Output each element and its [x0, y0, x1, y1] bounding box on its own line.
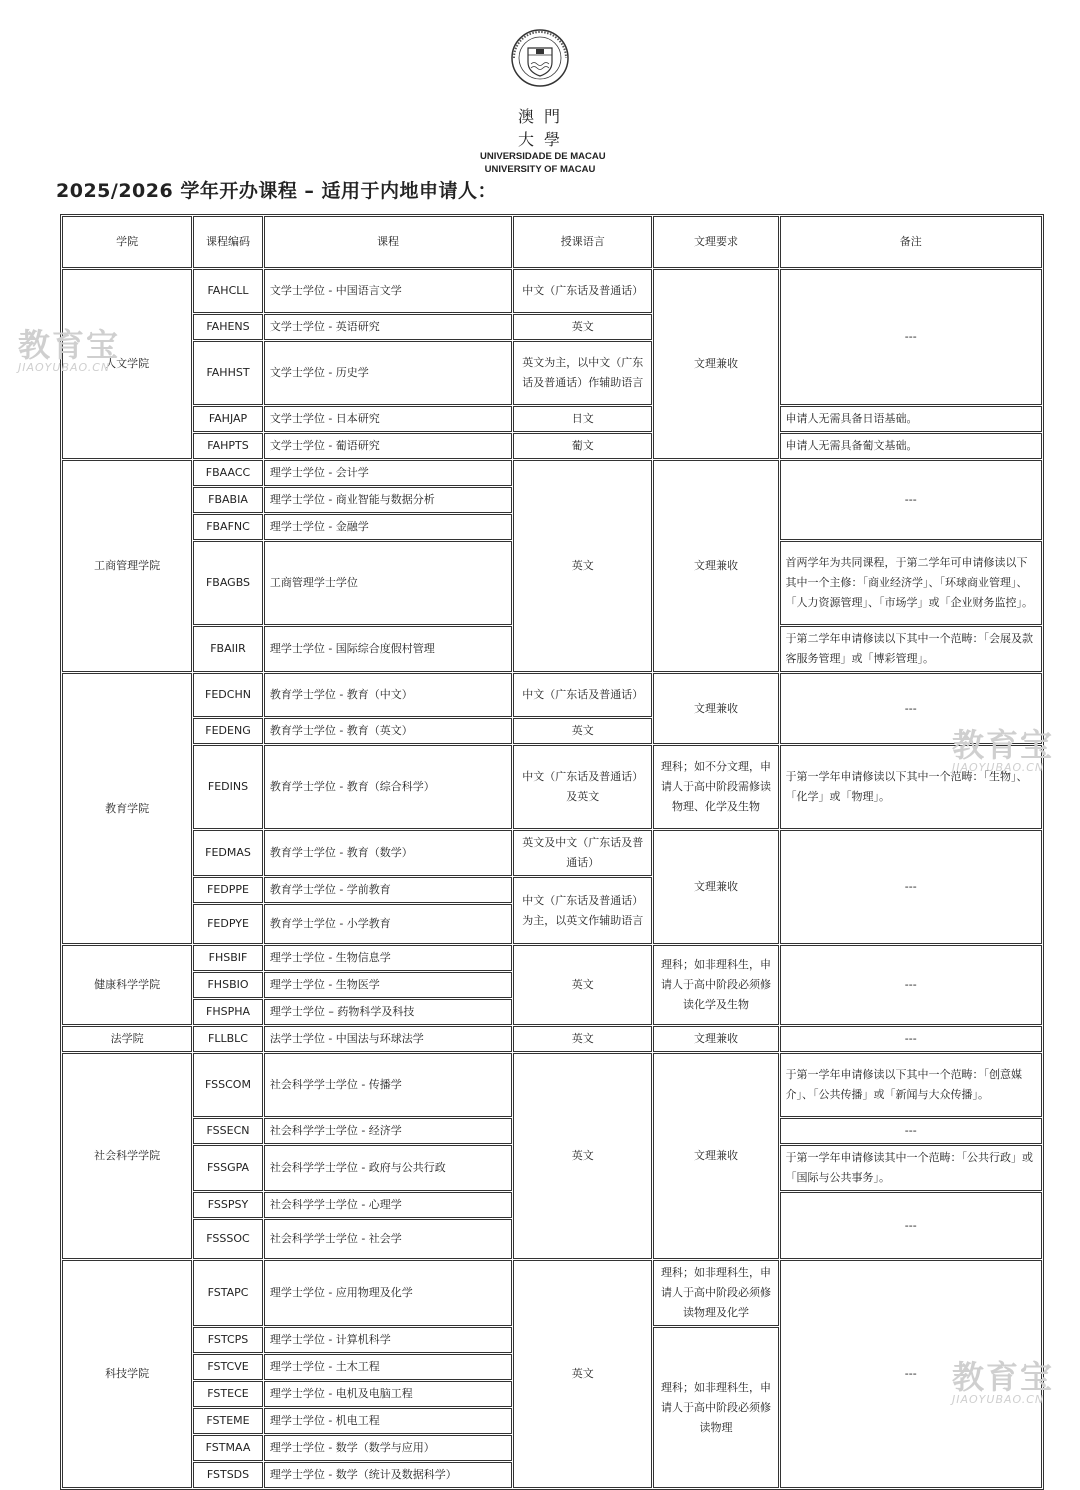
remarks-cell: ---: [780, 269, 1042, 405]
watermark: [952, 1360, 1054, 1406]
remarks-cell: ---: [780, 1118, 1042, 1144]
watermark: [18, 328, 120, 374]
remarks-cell: 于第一学年申请修读以下其中一个范畴：「创意媒介」、「公共传播」或「新闻与大众传播」。: [780, 1053, 1042, 1117]
code-cell: FSTAPC: [193, 1260, 263, 1326]
table-row: [62, 460, 1042, 486]
code-cell: FSSSOC: [193, 1219, 263, 1259]
code-cell: FSSECN: [193, 1118, 263, 1144]
remarks-cell: 申请人无需具备日语基础。: [780, 406, 1042, 432]
code-cell: FAHPTS: [193, 433, 263, 459]
code-cell: FBAIIR: [193, 626, 263, 672]
course-cell: 理学士学位 - 应用物理及化学: [264, 1260, 512, 1326]
requirement-cell: 文理兼收: [653, 1053, 778, 1259]
course-cell: 教育学士学位 - 教育（数学）: [264, 830, 512, 876]
header-requirement: 文理要求: [653, 216, 778, 268]
requirement-cell: 理科；如非理科生，申请人于高中阶段必须修读化学及生物: [653, 945, 778, 1025]
course-cell: 教育学士学位 - 教育（中文）: [264, 673, 512, 717]
code-cell: FAHJAP: [193, 406, 263, 432]
table-row: [62, 1026, 1042, 1052]
watermark-text-en: JIAOYUBAO.CN: [18, 361, 111, 374]
table-row: [62, 433, 1042, 459]
remarks-cell: 于第一学年申请修读其中一个范畴：「公共行政」或「国际与公共事务」。: [780, 1145, 1042, 1191]
requirement-cell: 文理兼收: [653, 673, 778, 744]
course-cell: 文学士学位 - 英语研究: [264, 314, 512, 340]
watermark-text-zh: 教育宝: [18, 326, 121, 364]
remarks-cell: ---: [780, 1192, 1042, 1259]
university-of-macau-crest-icon: [510, 26, 570, 98]
table-row: [62, 269, 1042, 313]
course-cell: 文学士学位 - 历史学: [264, 341, 512, 405]
code-cell: FSSGPA: [193, 1145, 263, 1191]
table-row: [62, 406, 1042, 432]
table-row: [62, 1053, 1042, 1117]
requirement-cell: 文理兼收: [653, 1026, 778, 1052]
course-cell: 理学士学位 - 机电工程: [264, 1408, 512, 1434]
table-row: [62, 1260, 1042, 1326]
faculty-cell: 社会科学学院: [62, 1053, 192, 1259]
course-cell: 社会科学学士学位 - 传播学: [264, 1053, 512, 1117]
watermark-text-zh: 教育宝: [952, 726, 1055, 764]
page-title: 2025/2026 学年开办课程 – 适用于内地申请人：: [56, 180, 498, 202]
course-cell: 理学士学位 – 药物科学及科技: [264, 999, 512, 1025]
course-cell: 文学士学位 - 日本研究: [264, 406, 512, 432]
course-cell: 教育学士学位 - 教育（英文）: [264, 718, 512, 744]
course-cell: 理学士学位 - 商业智能与数据分析: [264, 487, 512, 513]
course-cell: 理学士学位 - 电机及电脑工程: [264, 1381, 512, 1407]
code-cell: FBAACC: [193, 460, 263, 486]
faculty-cell: 健康科学学院: [62, 945, 192, 1025]
code-cell: FSTMAA: [193, 1435, 263, 1461]
course-cell: 理学士学位 - 数学（数学与应用）: [264, 1435, 512, 1461]
course-cell: 理学士学位 - 数学（统计及数据科学）: [264, 1462, 512, 1488]
course-cell: 理学士学位 - 生物信息学: [264, 945, 512, 971]
language-cell: 英文: [513, 945, 652, 1025]
code-cell: FEDPYE: [193, 904, 263, 944]
watermark-text-zh: 教育宝: [952, 1358, 1055, 1396]
language-cell: 英文及中文（广东话及普通话）: [513, 830, 652, 876]
requirement-cell: 文理兼收: [653, 830, 778, 944]
course-cell: 理学士学位 - 计算机科学: [264, 1327, 512, 1353]
language-cell: 英文: [513, 1260, 652, 1488]
remarks-cell: 首两学年为共同课程，于第二学年可申请修读以下其中一个主修：「商业经济学」、「环球商业管理」、「人力资源管理」、「市场学」或「企业财务监控」。: [780, 541, 1042, 625]
course-cell: 教育学士学位 - 教育（综合科学）: [264, 745, 512, 829]
code-cell: FEDPPE: [193, 877, 263, 903]
code-cell: FEDENG: [193, 718, 263, 744]
remarks-cell: 申请人无需具备葡文基础。: [780, 433, 1042, 459]
language-cell: 中文（广东话及普通话）: [513, 673, 652, 717]
requirement-cell: 文理兼收: [653, 269, 778, 459]
language-cell: 葡文: [513, 433, 652, 459]
courses-table-wrap: [60, 214, 1044, 1490]
code-cell: FSTEME: [193, 1408, 263, 1434]
remarks-cell: ---: [780, 673, 1042, 744]
watermark-text-en: JIAOYUBAO.CN: [952, 761, 1045, 774]
code-cell: FSTECE: [193, 1381, 263, 1407]
remarks-cell: 于第二学年申请修读以下其中一个范畴：「会展及款客服务管理」或「博彩管理」。: [780, 626, 1042, 672]
requirement-cell: 理科；如不分文理，申请人于高中阶段需修读物理、化学及生物: [653, 745, 778, 829]
watermark-text-en: JIAOYUBAO.CN: [952, 1393, 1045, 1406]
course-cell: 理学士学位 - 会计学: [264, 460, 512, 486]
remarks-cell: ---: [780, 945, 1042, 1025]
code-cell: FEDCHN: [193, 673, 263, 717]
remarks-cell: ---: [780, 460, 1042, 540]
header-remarks: 备注: [780, 216, 1042, 268]
course-cell: 教育学士学位 - 学前教育: [264, 877, 512, 903]
course-cell: 社会科学学士学位 - 政府与公共行政: [264, 1145, 512, 1191]
course-cell: 理学士学位 - 金融学: [264, 514, 512, 540]
univ-name-pt: UNIVERSIDADE DE MACAU: [480, 151, 606, 162]
course-cell: 社会科学学士学位 - 经济学: [264, 1118, 512, 1144]
course-cell: 社会科学学士学位 - 社会学: [264, 1219, 512, 1259]
language-cell: 英文: [513, 1026, 652, 1052]
language-cell: 英文为主，以中文（广东话及普通话）作辅助语言: [513, 341, 652, 405]
faculty-cell: 教育学院: [62, 673, 192, 944]
course-cell: 社会科学学士学位 - 心理学: [264, 1192, 512, 1218]
code-cell: FSTCPS: [193, 1327, 263, 1353]
table-row: [62, 945, 1042, 971]
header-language: 授课语言: [513, 216, 652, 268]
language-cell: 英文: [513, 460, 652, 672]
remarks-cell: ---: [780, 1026, 1042, 1052]
faculty-cell: 工商管理学院: [62, 460, 192, 672]
faculty-cell: 法学院: [62, 1026, 192, 1052]
code-cell: FBAGBS: [193, 541, 263, 625]
language-cell: 日文: [513, 406, 652, 432]
table-row: [62, 830, 1042, 876]
language-cell: 英文: [513, 314, 652, 340]
code-cell: FSSCOM: [193, 1053, 263, 1117]
requirement-cell: 理科；如非理科生，申请人于高中阶段必须修读物理及化学: [653, 1260, 778, 1326]
courses-table: [60, 214, 1044, 1490]
code-cell: FEDMAS: [193, 830, 263, 876]
faculty-cell: 人文学院: [62, 269, 192, 459]
requirement-cell: 文理兼收: [653, 460, 778, 672]
header-course: 课程: [264, 216, 512, 268]
code-cell: FBABIA: [193, 487, 263, 513]
code-cell: FSTSDS: [193, 1462, 263, 1488]
header-faculty: 学院: [62, 216, 192, 268]
code-cell: FAHCLL: [193, 269, 263, 313]
language-cell: 中文（广东话及普通话）: [513, 269, 652, 313]
header-code: 课程编码: [193, 216, 263, 268]
course-cell: 法学士学位 - 中国法与环球法学: [264, 1026, 512, 1052]
code-cell: FHSBIO: [193, 972, 263, 998]
language-cell: 中文（广东话及普通话）及英文: [513, 745, 652, 829]
language-cell: 英文: [513, 1053, 652, 1259]
remarks-cell: ---: [780, 1260, 1042, 1488]
course-cell: 文学士学位 - 葡语研究: [264, 433, 512, 459]
course-cell: 教育学士学位 - 小学教育: [264, 904, 512, 944]
code-cell: FLLBLC: [193, 1026, 263, 1052]
code-cell: FAHENS: [193, 314, 263, 340]
remarks-cell: 于第一学年申请修读以下其中一个范畴：「生物」、「化学」或「物理」。: [780, 745, 1042, 829]
code-cell: FEDINS: [193, 745, 263, 829]
univ-name-zh: 澳門大學: [517, 107, 570, 149]
code-cell: FAHHST: [193, 341, 263, 405]
code-cell: FHSBIF: [193, 945, 263, 971]
requirement-cell: 理科；如非理科生，申请人于高中阶段必须修读物理: [653, 1327, 778, 1488]
remarks-cell: ---: [780, 830, 1042, 944]
code-cell: FSTCVE: [193, 1354, 263, 1380]
table-row: [62, 673, 1042, 717]
language-cell: 英文: [513, 718, 652, 744]
course-cell: 文学士学位 - 中国语言文学: [264, 269, 512, 313]
table-header-row: [62, 216, 1042, 268]
language-cell: 中文（广东话及普通话）为主，以英文作辅助语言: [513, 877, 652, 944]
course-cell: 理学士学位 - 国际综合度假村管理: [264, 626, 512, 672]
university-logo: [480, 26, 606, 175]
code-cell: FSSPSY: [193, 1192, 263, 1218]
code-cell: FBAFNC: [193, 514, 263, 540]
faculty-cell: 科技学院: [62, 1260, 192, 1488]
course-cell: 工商管理学士学位: [264, 541, 512, 625]
watermark: [952, 728, 1054, 774]
table-row: [62, 745, 1042, 829]
code-cell: FHSPHA: [193, 999, 263, 1025]
univ-name-en: UNIVERSITY OF MACAU: [484, 164, 596, 175]
course-cell: 理学士学位 - 土木工程: [264, 1354, 512, 1380]
course-cell: 理学士学位 - 生物医学: [264, 972, 512, 998]
